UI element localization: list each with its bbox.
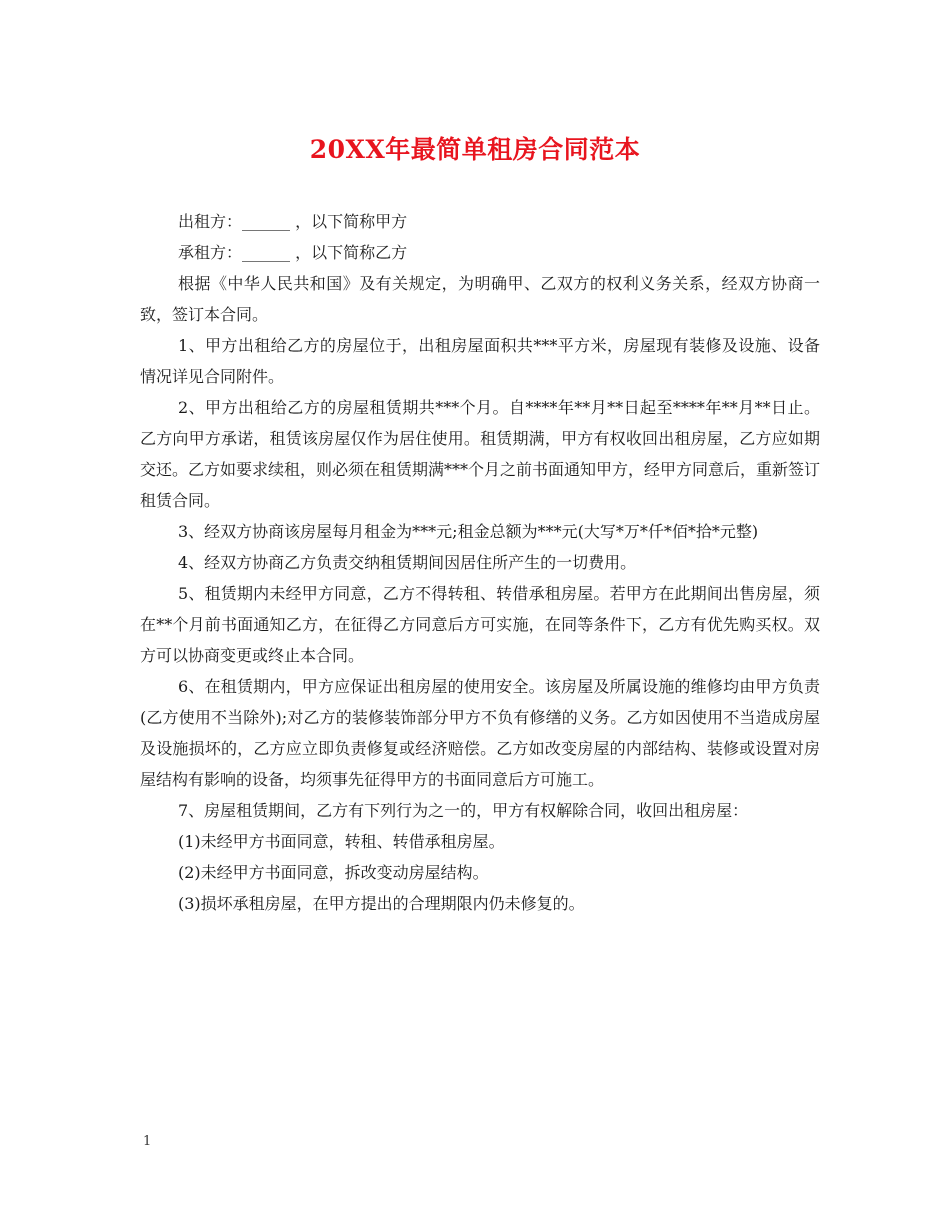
paragraph-clause-2: 2、甲方出租给乙方的房屋租赁期共***个月。自****年**月**日起至****年**月**日止。乙方向甲方承诺，租赁该房屋仅作为居住使用。租赁期满，甲方有权收回出租房屋，乙方应如期交还。乙方如要求续租，则必须在租赁期满***个月之前书面通知甲方，经甲方同意后，重新签订租赁合同。 xyxy=(140,398,821,510)
paragraph-lessor: 出租方：______ ，以下简称甲方 xyxy=(178,212,408,231)
paragraph-clause-3: 3、经双方协商该房屋每月租金为***元;租金总额为***元(大写*万*仟*佰*拾*元整) xyxy=(178,522,759,541)
paragraph-clause-7-item-2: (2)未经甲方书面同意，拆改变动房屋结构。 xyxy=(178,863,489,882)
document-title: 20XX年最简单租房合同范本 xyxy=(309,135,641,164)
paragraph-clause-7: 7、房屋租赁期间，乙方有下列行为之一的，甲方有权解除合同，收回出租房屋： xyxy=(178,801,749,820)
paragraph-preamble: 根据《中华人民共和国》及有关规定，为明确甲、乙双方的权利义务关系，经双方协商一致，签订本合同。 xyxy=(140,274,820,324)
paragraph-clause-5: 5、租赁期内未经甲方同意，乙方不得转租、转借承租房屋。若甲方在此期间出售房屋，须在**个月前书面通知乙方，在征得乙方同意后方可实施，在同等条件下，乙方有优先购买权。双方可以协商变更或终止本合同。 xyxy=(140,584,820,665)
paragraph-lessee: 承租方：______ ，以下简称乙方 xyxy=(178,243,408,262)
paragraph-clause-1: 1、甲方出租给乙方的房屋位于，出租房屋面积共***平方米，房屋现有装修及设施、设备情况详见合同附件。 xyxy=(140,336,820,386)
paragraph-clause-7-item-1: (1)未经甲方书面同意，转租、转借承租房屋。 xyxy=(178,832,505,851)
paragraph-clause-4: 4、经双方协商乙方负责交纳租赁期间因居住所产生的一切费用。 xyxy=(178,553,637,572)
page-number: 1 xyxy=(143,1134,152,1149)
paragraph-clause-6: 6、在租赁期内，甲方应保证出租房屋的使用安全。该房屋及所属设施的维修均由甲方负责(乙方使用不当除外);对乙方的装修装饰部分甲方不负有修缮的义务。乙方如因使用不当造成房屋及设施损坏的，乙方应立即负责修复或经济赔偿。乙方如改变房屋的内部结构、装修或设置对房屋结构有影响的设备，均须事先征得甲方的书面同意后方可施工。 xyxy=(140,677,820,789)
paragraph-clause-7-item-3: (3)损坏承租房屋，在甲方提出的合理期限内仍未修复的。 xyxy=(178,894,585,913)
contract-body xyxy=(140,206,820,919)
